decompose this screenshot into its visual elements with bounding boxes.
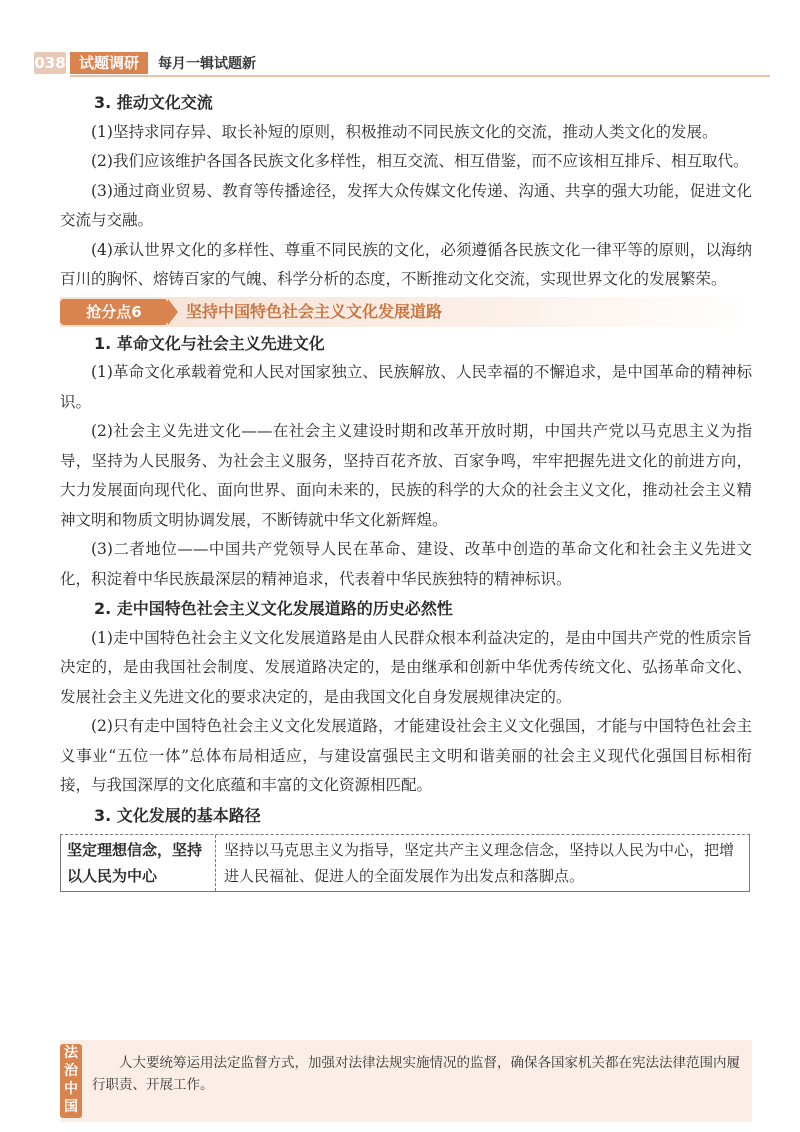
page-number: 038 — [34, 54, 66, 72]
paragraph: (2)只有走中国特色社会主义文化发展道路，才能建设社会主义文化强国，才能与中国特色社会主义事业“五位一体”总体布局相适应，与建设富强民主文明和谐美丽的社会主义现代化强国目标相衔接，与我国深厚的文化底蕴和丰富的文化资源相匹配。 — [60, 717, 752, 794]
header-subtitle: 每月一辑试题新 — [158, 56, 256, 72]
banner-tag: 抢分点6 — [60, 299, 168, 325]
header-divider — [70, 75, 770, 77]
banner-title: 坚持中国特色社会主义文化发展道路 — [186, 301, 443, 321]
section-banner — [60, 297, 752, 327]
heading-basic-path: 3. 文化发展的基本路径 — [94, 805, 261, 825]
summary-table — [60, 834, 750, 892]
paragraph: (2)我们应该维护各国各民族文化多样性，相互交流、相互借鉴，而不应该相互排斥、相互取代。 — [91, 152, 749, 170]
paragraph: (3)二者地位——中国共产党领导人民在革命、建设、改革中创造的革命文化和社会主义先进文化，积淀着中华民族最深层的精神追求，代表着中华民族独特的精神标识。 — [60, 540, 752, 588]
section-title: 试题调研 — [70, 52, 148, 74]
heading-historical-necessity: 2. 走中国特色社会主义文化发展道路的历史必然性 — [94, 599, 453, 618]
paragraph: (1)坚持求同存异、取长补短的原则，积极推动不同民族文化的交流，推动人类文化的发展。 — [91, 122, 718, 141]
paragraph: (1)革命文化承载着党和人民对国家独立、民族解放、人民幸福的不懈追求，是中国革命的精神标识。 — [60, 363, 752, 411]
banner-arrow-icon — [168, 299, 178, 325]
paragraph: (1)走中国特色社会主义文化发展道路是由人民群众根本利益决定的，是由中国共产党的性质宗旨决定的，是由我国社会制度、发展道路决定的，是由继承和创新中华优秀传统文化、弘扬革命文化、发展社会主义先进文化的要求决定的，是由我国文化自身发展规律决定的。 — [60, 628, 752, 706]
heading-promote-exchange: 3. 推动文化交流 — [94, 93, 213, 112]
page-header — [0, 0, 800, 78]
paragraph: (2)社会主义先进文化——在社会主义建设时期和改革开放时期，中国共产党以马克思主义为指导，坚持为人民服务、为社会主义服务，坚持百花齐放、百家争鸣，牢牢把握先进文化的前进方向，大力发展面向现代化、面向世界、面向未来的，民族的科学的大众的社会主义文化，推动社会主义精神文明和物质文明协调发展，不断铸就中华文化新辉煌。 — [60, 422, 752, 529]
heading-revolutionary-culture: 1. 革命文化与社会主义先进文化 — [94, 333, 325, 353]
footer-text: 人大要统筹运用法定监督方式，加强对法律法规实施情况的监督，确保各国家机关都在宪法法律范围内履行职责、开展工作。 — [92, 1055, 740, 1093]
page-content — [60, 88, 752, 892]
table-cell-label: 坚定理想信念，坚持以人民为中心 — [61, 835, 216, 891]
paragraph: (3)通过商业贸易、教育等传播途径，发挥大众传媒文化传递、沟通、共享的强大功能，促进文化交流与交融。 — [60, 181, 752, 229]
footer-label: 法治中国 — [60, 1044, 82, 1118]
paragraph: (4)承认世界文化的多样性、尊重不同民族的文化，必须遵循各民族文化一律平等的原则，以海纳百川的胸怀、熔铸百家的气魄、科学分析的态度，不断推动文化交流，实现世界文化的发展繁荣。 — [60, 240, 752, 288]
table-cell-content: 坚持以马克思主义为指导，坚定共产主义理念信念，坚持以人民为中心，把增进人民福祉、促进人的全面发展作为出发点和落脚点。 — [224, 841, 735, 885]
